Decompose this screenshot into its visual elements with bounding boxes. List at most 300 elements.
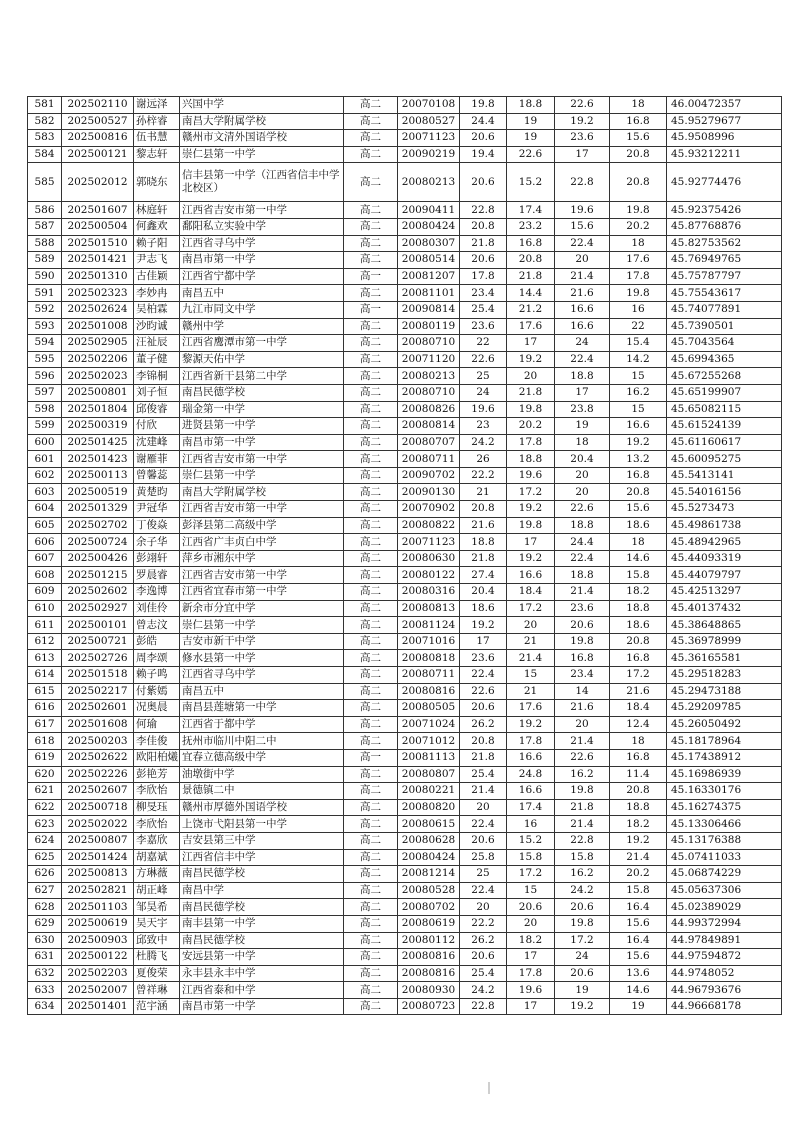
total-score-cell: 45.61524139 (667, 418, 782, 435)
score2-cell: 17.2 (507, 866, 555, 883)
total-score-cell: 44.96793676 (667, 982, 782, 999)
score3-cell: 20 (555, 467, 610, 484)
grade-cell: 高二 (344, 218, 398, 235)
school-cell: 南昌五中 (180, 683, 344, 700)
student-id-cell: 202502607 (62, 783, 134, 800)
birthdate-cell: 20080710 (398, 384, 460, 401)
total-score-cell: 45.36978999 (667, 633, 782, 650)
birthdate-cell: 20080213 (398, 163, 460, 202)
rank-cell: 604 (28, 501, 62, 518)
score2-cell: 17.2 (507, 600, 555, 617)
total-score-cell: 46.00472357 (667, 97, 782, 114)
table-row (28, 384, 782, 401)
student-id-cell: 202502217 (62, 683, 134, 700)
score1-cell: 21.8 (460, 235, 507, 252)
score4-cell: 20.2 (610, 218, 667, 235)
score1-cell: 20 (460, 899, 507, 916)
student-id-cell: 202501215 (62, 567, 134, 584)
table-row (28, 998, 782, 1015)
student-id-cell: 202502601 (62, 700, 134, 717)
score1-cell: 26.2 (460, 716, 507, 733)
rank-cell: 581 (28, 97, 62, 114)
score2-cell: 20.2 (507, 418, 555, 435)
score2-cell: 20 (507, 368, 555, 385)
birthdate-cell: 20081214 (398, 866, 460, 883)
score4-cell: 15.6 (610, 949, 667, 966)
total-score-cell: 45.13306466 (667, 816, 782, 833)
score3-cell: 22.8 (555, 832, 610, 849)
student-id-cell: 202500426 (62, 550, 134, 567)
score2-cell: 19 (507, 113, 555, 130)
table-row (28, 617, 782, 634)
score1-cell: 20.6 (460, 252, 507, 269)
score4-cell: 16.4 (610, 932, 667, 949)
birthdate-cell: 20080527 (398, 113, 460, 130)
score1-cell: 25 (460, 866, 507, 883)
school-cell: 瑞金第一中学 (180, 401, 344, 418)
score3-cell: 14 (555, 683, 610, 700)
birthdate-cell: 20080514 (398, 252, 460, 269)
ranking-table-body (28, 97, 782, 1015)
school-cell: 赣州中学 (180, 318, 344, 335)
score2-cell: 19.8 (507, 401, 555, 418)
score3-cell: 19.2 (555, 998, 610, 1015)
birthdate-cell: 20081113 (398, 749, 460, 766)
grade-cell: 高二 (344, 484, 398, 501)
score4-cell: 18 (610, 235, 667, 252)
grade-cell: 高二 (344, 700, 398, 717)
score4-cell: 14.2 (610, 351, 667, 368)
student-id-cell: 202501607 (62, 202, 134, 219)
rank-cell: 622 (28, 799, 62, 816)
total-score-cell: 45.87768876 (667, 218, 782, 235)
score4-cell: 14.6 (610, 550, 667, 567)
score2-cell: 15.2 (507, 832, 555, 849)
name-cell: 吴天宇 (134, 915, 180, 932)
name-cell: 李锦桐 (134, 368, 180, 385)
rank-cell: 584 (28, 146, 62, 163)
score4-cell: 19.2 (610, 832, 667, 849)
table-row (28, 982, 782, 999)
grade-cell: 高二 (344, 467, 398, 484)
score2-cell: 17 (507, 335, 555, 352)
score1-cell: 23.4 (460, 285, 507, 302)
score4-cell: 18 (610, 733, 667, 750)
grade-cell: 高二 (344, 766, 398, 783)
table-row (28, 130, 782, 147)
school-cell: 新余市分宜中学 (180, 600, 344, 617)
total-score-cell: 44.97849891 (667, 932, 782, 949)
grade-cell: 高二 (344, 998, 398, 1015)
name-cell: 何瑜 (134, 716, 180, 733)
student-id-cell: 202502023 (62, 368, 134, 385)
school-cell: 南昌市第一中学 (180, 252, 344, 269)
score2-cell: 19.2 (507, 501, 555, 518)
rank-cell: 629 (28, 915, 62, 932)
rank-cell: 633 (28, 982, 62, 999)
score2-cell: 17.8 (507, 965, 555, 982)
student-id-cell: 202502323 (62, 285, 134, 302)
score1-cell: 20 (460, 799, 507, 816)
score4-cell: 19.2 (610, 434, 667, 451)
score2-cell: 18.4 (507, 584, 555, 601)
score3-cell: 22.6 (555, 749, 610, 766)
school-cell: 南昌民德学校 (180, 384, 344, 401)
score4-cell: 16.2 (610, 384, 667, 401)
score2-cell: 22.6 (507, 146, 555, 163)
school-cell: 江西省寻乌中学 (180, 667, 344, 684)
rank-cell: 631 (28, 949, 62, 966)
grade-cell: 高二 (344, 130, 398, 147)
rank-cell: 588 (28, 235, 62, 252)
score1-cell: 22.6 (460, 683, 507, 700)
score3-cell: 16.8 (555, 650, 610, 667)
score2-cell: 19.2 (507, 716, 555, 733)
table-row (28, 218, 782, 235)
student-id-cell: 202500816 (62, 130, 134, 147)
score3-cell: 17 (555, 384, 610, 401)
school-cell: 南昌民德学校 (180, 899, 344, 916)
student-id-cell: 202500721 (62, 633, 134, 650)
name-cell: 曾馨蕊 (134, 467, 180, 484)
student-id-cell: 202500813 (62, 866, 134, 883)
school-cell: 赣州市文清外国语学校 (180, 130, 344, 147)
rank-cell: 619 (28, 749, 62, 766)
score4-cell: 16.8 (610, 113, 667, 130)
rank-cell: 618 (28, 733, 62, 750)
score2-cell: 16 (507, 816, 555, 833)
score2-cell: 17.4 (507, 202, 555, 219)
score1-cell: 26 (460, 451, 507, 468)
score4-cell: 18.8 (610, 600, 667, 617)
score2-cell: 19.8 (507, 517, 555, 534)
grade-cell: 高二 (344, 113, 398, 130)
student-id-cell: 202502726 (62, 650, 134, 667)
score2-cell: 17.4 (507, 799, 555, 816)
school-cell: 江西省吉安市第一中学 (180, 567, 344, 584)
grade-cell: 高二 (344, 146, 398, 163)
grade-cell: 高二 (344, 832, 398, 849)
birthdate-cell: 20080119 (398, 318, 460, 335)
score2-cell: 19 (507, 130, 555, 147)
school-cell: 九江市同文中学 (180, 301, 344, 318)
total-score-cell: 45.40137432 (667, 600, 782, 617)
table-row (28, 163, 782, 202)
score4-cell: 14.6 (610, 982, 667, 999)
table-row (28, 849, 782, 866)
score3-cell: 22.4 (555, 235, 610, 252)
score4-cell: 15.6 (610, 130, 667, 147)
name-cell: 曾志汶 (134, 617, 180, 634)
score3-cell: 20 (555, 716, 610, 733)
score3-cell: 19.8 (555, 915, 610, 932)
score2-cell: 19.6 (507, 467, 555, 484)
name-cell: 李欣怡 (134, 783, 180, 800)
student-id-cell: 202501421 (62, 252, 134, 269)
score4-cell: 18 (610, 534, 667, 551)
name-cell: 郭晓东 (134, 163, 180, 202)
score3-cell: 22.4 (555, 351, 610, 368)
name-cell: 尹冠华 (134, 501, 180, 518)
total-score-cell: 45.5413141 (667, 467, 782, 484)
score1-cell: 23.6 (460, 650, 507, 667)
grade-cell: 高二 (344, 501, 398, 518)
total-score-cell: 45.38648865 (667, 617, 782, 634)
student-id-cell: 202502206 (62, 351, 134, 368)
table-row (28, 368, 782, 385)
birthdate-cell: 20080814 (398, 418, 460, 435)
student-id-cell: 202502110 (62, 97, 134, 114)
score4-cell: 13.2 (610, 451, 667, 468)
score3-cell: 20.6 (555, 899, 610, 916)
school-cell: 崇仁县第一中学 (180, 146, 344, 163)
rank-cell: 625 (28, 849, 62, 866)
name-cell: 余子华 (134, 534, 180, 551)
grade-cell: 高二 (344, 783, 398, 800)
rank-cell: 624 (28, 832, 62, 849)
grade-cell: 高二 (344, 816, 398, 833)
table-row (28, 899, 782, 916)
score1-cell: 18.6 (460, 600, 507, 617)
score1-cell: 24.2 (460, 982, 507, 999)
name-cell: 赖子鸣 (134, 667, 180, 684)
birthdate-cell: 20090130 (398, 484, 460, 501)
rank-cell: 590 (28, 268, 62, 285)
score4-cell: 17.2 (610, 667, 667, 684)
grade-cell: 高二 (344, 716, 398, 733)
name-cell: 邱俊睿 (134, 401, 180, 418)
name-cell: 李佳俊 (134, 733, 180, 750)
score4-cell: 13.6 (610, 965, 667, 982)
name-cell: 罗晨睿 (134, 567, 180, 584)
name-cell: 刘佳伶 (134, 600, 180, 617)
total-score-cell: 45.16986939 (667, 766, 782, 783)
name-cell: 付欣 (134, 418, 180, 435)
score3-cell: 16.2 (555, 766, 610, 783)
birthdate-cell: 20080307 (398, 235, 460, 252)
student-id-cell: 202502622 (62, 749, 134, 766)
score1-cell: 21.4 (460, 783, 507, 800)
student-id-cell: 202502624 (62, 301, 134, 318)
total-score-cell: 45.75787797 (667, 268, 782, 285)
name-cell: 李逸博 (134, 584, 180, 601)
score1-cell: 19.4 (460, 146, 507, 163)
score4-cell: 20.2 (610, 866, 667, 883)
school-cell: 江西省寻乌中学 (180, 235, 344, 252)
school-cell: 信丰县第一中学（江西省信丰中学北校区） (180, 163, 344, 202)
score1-cell: 25.8 (460, 849, 507, 866)
name-cell: 邱致中 (134, 932, 180, 949)
score1-cell: 19.6 (460, 401, 507, 418)
name-cell: 彭翊轩 (134, 550, 180, 567)
table-row (28, 484, 782, 501)
student-id-cell: 202501103 (62, 899, 134, 916)
student-id-cell: 202500519 (62, 484, 134, 501)
birthdate-cell: 20090702 (398, 467, 460, 484)
score4-cell: 20.8 (610, 484, 667, 501)
score2-cell: 20.6 (507, 899, 555, 916)
score3-cell: 19.6 (555, 202, 610, 219)
score4-cell: 15.6 (610, 915, 667, 932)
name-cell: 丁俊焱 (134, 517, 180, 534)
student-id-cell: 202502007 (62, 982, 134, 999)
score3-cell: 16.6 (555, 318, 610, 335)
total-score-cell: 45.82753562 (667, 235, 782, 252)
school-cell: 江西省广丰贞白中学 (180, 534, 344, 551)
rank-cell: 586 (28, 202, 62, 219)
score4-cell: 22 (610, 318, 667, 335)
total-score-cell: 45.29473188 (667, 683, 782, 700)
score2-cell: 15.8 (507, 849, 555, 866)
table-row (28, 434, 782, 451)
school-cell: 抚州市临川中阳二中 (180, 733, 344, 750)
birthdate-cell: 20080816 (398, 949, 460, 966)
score2-cell: 16.6 (507, 783, 555, 800)
school-cell: 江西省泰和中学 (180, 982, 344, 999)
school-cell: 宜春立德高级中学 (180, 749, 344, 766)
rank-cell: 602 (28, 467, 62, 484)
birthdate-cell: 20080930 (398, 982, 460, 999)
score3-cell: 18 (555, 434, 610, 451)
score3-cell: 24.2 (555, 882, 610, 899)
rank-cell: 634 (28, 998, 62, 1015)
birthdate-cell: 20071123 (398, 534, 460, 551)
name-cell: 况奥晨 (134, 700, 180, 717)
total-score-cell: 45.54016156 (667, 484, 782, 501)
table-row (28, 567, 782, 584)
grade-cell: 高二 (344, 418, 398, 435)
grade-cell: 高一 (344, 301, 398, 318)
birthdate-cell: 20080628 (398, 832, 460, 849)
score1-cell: 22.4 (460, 816, 507, 833)
score1-cell: 24.4 (460, 113, 507, 130)
grade-cell: 高二 (344, 434, 398, 451)
birthdate-cell: 20080711 (398, 451, 460, 468)
student-id-cell: 202500903 (62, 932, 134, 949)
table-row (28, 949, 782, 966)
rank-cell: 612 (28, 633, 62, 650)
table-row (28, 584, 782, 601)
score3-cell: 24.4 (555, 534, 610, 551)
score4-cell: 15.4 (610, 335, 667, 352)
name-cell: 柳旻珏 (134, 799, 180, 816)
student-id-cell: 202500807 (62, 832, 134, 849)
grade-cell: 高二 (344, 965, 398, 982)
total-score-cell: 45.05637306 (667, 882, 782, 899)
grade-cell: 高二 (344, 517, 398, 534)
grade-cell: 高一 (344, 749, 398, 766)
score3-cell: 16.2 (555, 866, 610, 883)
grade-cell: 高二 (344, 252, 398, 269)
total-score-cell: 45.48942965 (667, 534, 782, 551)
table-row (28, 766, 782, 783)
school-cell: 景德镇二中 (180, 783, 344, 800)
total-score-cell: 45.95279677 (667, 113, 782, 130)
birthdate-cell: 20080505 (398, 700, 460, 717)
school-cell: 南昌民德学校 (180, 866, 344, 883)
school-cell: 南昌县莲塘第一中学 (180, 700, 344, 717)
student-id-cell: 202502702 (62, 517, 134, 534)
score2-cell: 23.2 (507, 218, 555, 235)
rank-cell: 598 (28, 401, 62, 418)
score1-cell: 20.6 (460, 163, 507, 202)
birthdate-cell: 20080723 (398, 998, 460, 1015)
birthdate-cell: 20080112 (398, 932, 460, 949)
score1-cell: 23 (460, 418, 507, 435)
rank-cell: 599 (28, 418, 62, 435)
student-id-cell: 202502602 (62, 584, 134, 601)
rank-cell: 591 (28, 285, 62, 302)
student-id-cell: 202501401 (62, 998, 134, 1015)
total-score-cell: 45.65082115 (667, 401, 782, 418)
score1-cell: 22.4 (460, 882, 507, 899)
birthdate-cell: 20071012 (398, 733, 460, 750)
student-id-cell: 202501008 (62, 318, 134, 335)
total-score-cell: 45.02389029 (667, 899, 782, 916)
rank-cell: 621 (28, 783, 62, 800)
rank-cell: 630 (28, 932, 62, 949)
score1-cell: 24 (460, 384, 507, 401)
score2-cell: 17 (507, 949, 555, 966)
score1-cell: 22.8 (460, 202, 507, 219)
table-row (28, 550, 782, 567)
score4-cell: 17.8 (610, 268, 667, 285)
table-row (28, 202, 782, 219)
name-cell: 胡嘉斌 (134, 849, 180, 866)
birthdate-cell: 20090219 (398, 146, 460, 163)
score4-cell: 16.8 (610, 650, 667, 667)
rank-cell: 614 (28, 667, 62, 684)
name-cell: 刘子恒 (134, 384, 180, 401)
score2-cell: 21.4 (507, 650, 555, 667)
birthdate-cell: 20080707 (398, 434, 460, 451)
name-cell: 周李颂 (134, 650, 180, 667)
name-cell: 谢远泽 (134, 97, 180, 114)
school-cell: 萍乡市湘东中学 (180, 550, 344, 567)
score2-cell: 15 (507, 882, 555, 899)
total-score-cell: 45.18178964 (667, 733, 782, 750)
student-id-cell: 202500203 (62, 733, 134, 750)
score1-cell: 22.8 (460, 998, 507, 1015)
birthdate-cell: 20080528 (398, 882, 460, 899)
grade-cell: 高二 (344, 982, 398, 999)
score4-cell: 16.8 (610, 467, 667, 484)
school-cell: 吉安市新干中学 (180, 633, 344, 650)
score4-cell: 12.4 (610, 716, 667, 733)
name-cell: 何鑫欢 (134, 218, 180, 235)
table-row (28, 268, 782, 285)
school-cell: 南丰县第一中学 (180, 915, 344, 932)
score1-cell: 20.6 (460, 130, 507, 147)
grade-cell: 高二 (344, 235, 398, 252)
table-row (28, 418, 782, 435)
school-cell: 南昌市第一中学 (180, 434, 344, 451)
birthdate-cell: 20080122 (398, 567, 460, 584)
grade-cell: 高二 (344, 368, 398, 385)
total-score-cell: 45.07411033 (667, 849, 782, 866)
score2-cell: 20 (507, 915, 555, 932)
score3-cell: 23.8 (555, 401, 610, 418)
score2-cell: 18.8 (507, 451, 555, 468)
rank-cell: 597 (28, 384, 62, 401)
score4-cell: 15.8 (610, 882, 667, 899)
student-id-cell: 202500113 (62, 467, 134, 484)
name-cell: 伍书慧 (134, 130, 180, 147)
grade-cell: 高二 (344, 401, 398, 418)
total-score-cell: 44.97594872 (667, 949, 782, 966)
score1-cell: 17.8 (460, 268, 507, 285)
total-score-cell: 45.74077891 (667, 301, 782, 318)
